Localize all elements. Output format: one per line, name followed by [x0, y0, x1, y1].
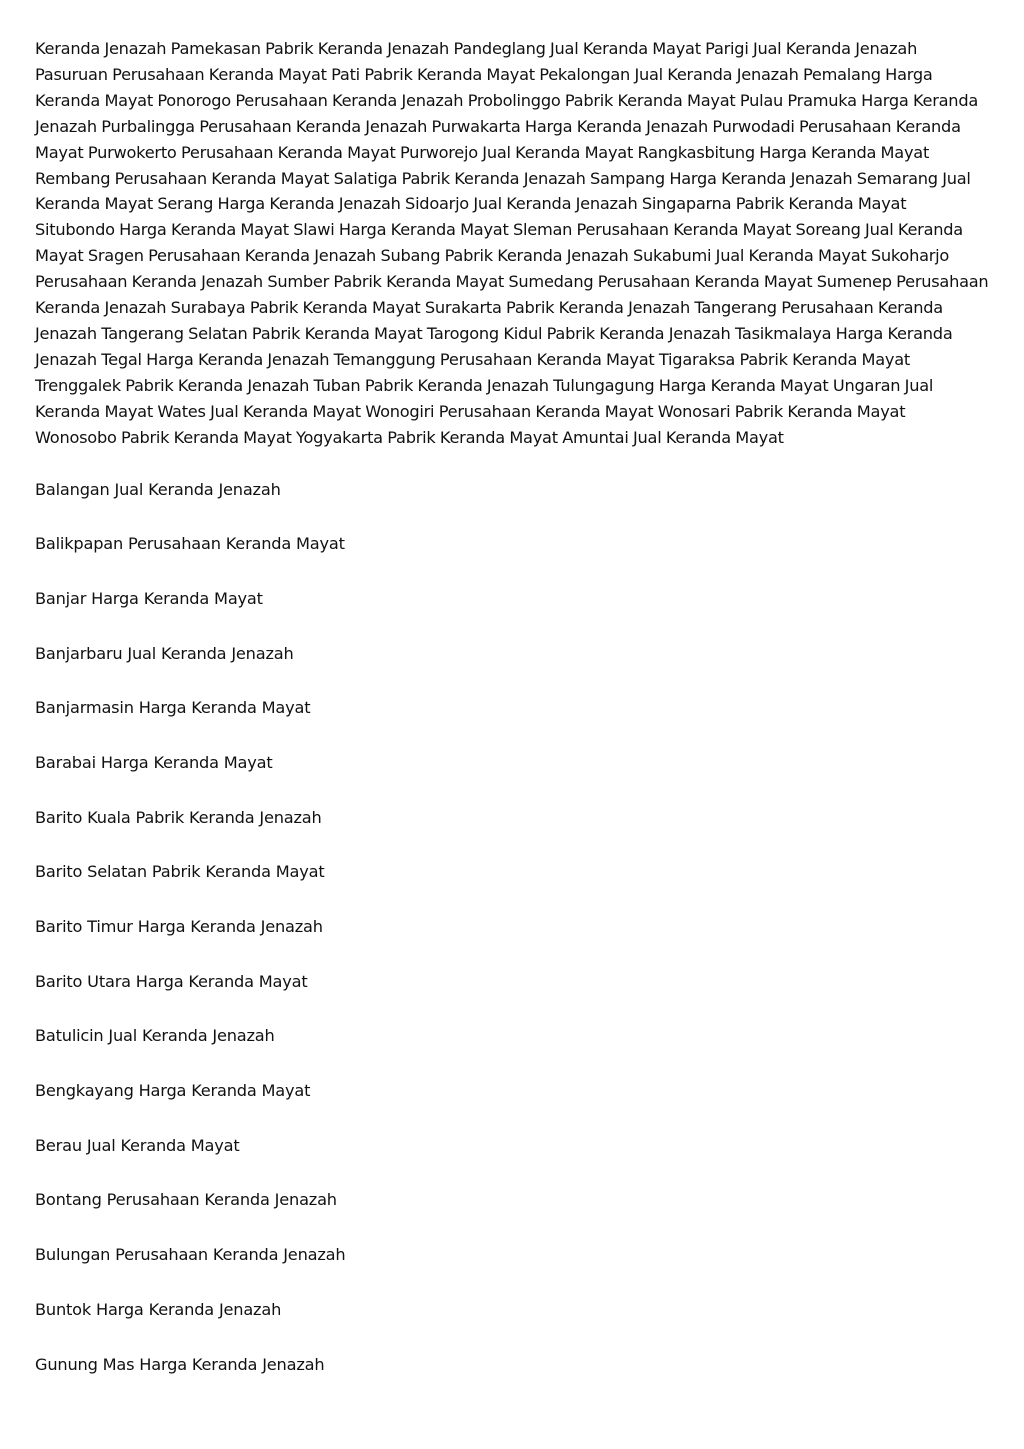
list-item: Barito Timur Harga Keranda Jenazah: [35, 917, 323, 936]
list-item: Berau Jual Keranda Mayat: [35, 1135, 240, 1155]
list-item: Barito Utara Harga Keranda Mayat: [35, 971, 308, 991]
list-item: Bengkayang Harga Keranda Mayat: [35, 1081, 311, 1101]
document-page: [35, 36, 990, 1406]
list-item: Banjar Harga Keranda Mayat: [35, 588, 263, 608]
list-item: Bulungan Perusahaan Keranda Jenazah: [35, 1245, 346, 1265]
list-item: Buntok Harga Keranda Jenazah: [35, 1299, 282, 1319]
list-item: Barito Kuala Pabrik Keranda Jenazah: [35, 807, 322, 827]
list-item: Banjarbaru Jual Keranda Jenazah: [35, 643, 294, 663]
list-item: Bontang Perusahaan Keranda Jenazah: [35, 1190, 337, 1210]
list-item: Balangan Jual Keranda Jenazah: [35, 479, 281, 499]
list-item: Barabai Harga Keranda Mayat: [35, 752, 273, 772]
list-item: Balikpapan Perusahaan Keranda Mayat: [35, 534, 345, 554]
list-item: Batulicin Jual Keranda Jenazah: [35, 1026, 275, 1046]
entry-list: [35, 477, 990, 1407]
intro-paragraph: Keranda Jenazah Pamekasan Pabrik Keranda Jenazah Pandeglang Jual Keranda Mayat Parigi Jual Keranda Jenazah Pasuruan Perusahaan Keranda Mayat Pati Pabrik Keranda Mayat Pekalongan Jual Keranda Jenazah Pemalang Harga Keranda Mayat Ponorogo Perusahaan Keranda Jenazah Probolinggo Pabrik Keranda Mayat Pulau Pramuka Harga Keranda Jenazah Purbalingga Perusahaan Keranda Jenazah Purwakarta Harga Keranda Jenazah Purwodadi Perusahaan Keranda Mayat Purwokerto Perusahaan Keranda Mayat Purworejo Jual Keranda Mayat Rangkasbitung Harga Keranda Mayat Rembang Perusahaan Keranda Mayat Salatiga Pabrik Keranda Jenazah Sampang Harga Keranda Jenazah Semarang Jual Keranda Mayat Serang Harga Keranda Jenazah Sidoarjo Jual Keranda Jenazah Singaparna Pabrik Keranda Mayat Situbondo Harga Keranda Mayat Slawi Harga Keranda Mayat Sleman Perusahaan Keranda Mayat Soreang Jual Keranda Mayat Sragen Perusahaan Keranda Jenazah Subang Pabrik Keranda Jenazah Sukabumi Jual Keranda Mayat Sukoharjo Perusahaan Keranda Jenazah Sumber Pabrik Keranda Mayat Sumedang Perusahaan Keranda Mayat Sumenep Perusahaan Keranda Jenazah Surabaya Pabrik Keranda Mayat Surakarta Pabrik Keranda Jenazah Tangerang Perusahaan Keranda Jenazah Tangerang Selatan Pabrik Keranda Mayat Tarogong Kidul Pabrik Keranda Jenazah Tasikmalaya Harga Keranda Jenazah Tegal Harga Keranda Jenazah Temanggung Perusahaan Keranda Mayat Tigaraksa Pabrik Keranda Mayat Trenggalek Pabrik Keranda Jenazah Tuban Pabrik Keranda Jenazah Tulungagung Harga Keranda Mayat Ungaran Jual Keranda Mayat Wates Jual Keranda Mayat Wonogiri Perusahaan Keranda Mayat Wonosari Pabrik Keranda Mayat Wonosobo Pabrik Keranda Mayat Yogyakarta Pabrik Keranda Mayat Amuntai Jual Keranda Mayat: [35, 39, 989, 447]
list-item: Barito Selatan Pabrik Keranda Mayat: [35, 862, 325, 882]
list-item: Gunung Mas Harga Keranda Jenazah: [35, 1354, 325, 1374]
list-item: Banjarmasin Harga Keranda Mayat: [35, 698, 311, 718]
